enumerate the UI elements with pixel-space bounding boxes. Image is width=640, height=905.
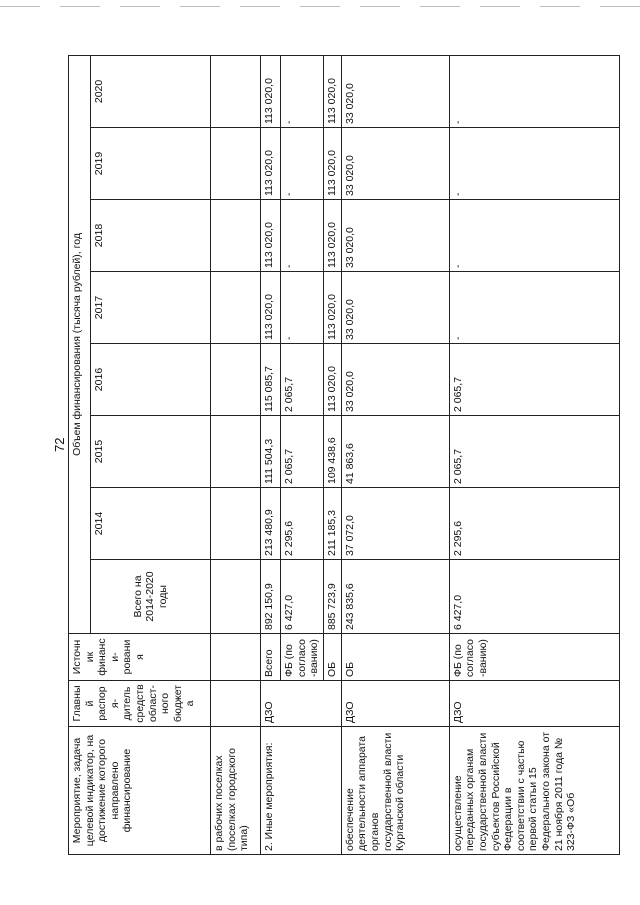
cell-value: 33 020,0 [341, 272, 449, 344]
header-year: 2016 [91, 344, 211, 416]
cell-value: 33 020,0 [341, 55, 449, 127]
cell-value: 113 020,0 [323, 55, 341, 127]
header-year: 2019 [91, 128, 211, 200]
cell-source: ФБ (по согласо-ванию) [281, 634, 324, 681]
cell-value: 41 863,6 [341, 416, 449, 488]
page-number: 72 [52, 437, 67, 452]
cell-value [211, 55, 261, 127]
cell-value: 113 020,0 [261, 128, 281, 200]
header-year: 2017 [91, 272, 211, 344]
header-year: 2014 [91, 488, 211, 560]
cell-value: 211 185,3 [323, 488, 341, 560]
cell-source: Всего [261, 634, 281, 681]
cell-value: 115 085,7 [261, 344, 281, 416]
cell-manager: ДЗО [261, 681, 342, 727]
cell-value [211, 488, 261, 560]
cell-measure: обеспечение деятельности аппарата органов государственной власти Курганской области [341, 727, 449, 855]
cell-source: ОБ [323, 634, 341, 681]
cell-manager: ДЗО [341, 681, 449, 727]
table-row [211, 55, 261, 854]
cell-value: 37 072,0 [341, 488, 449, 560]
cell-measure: осуществление переданных органам государственной власти субъектов Российской Федерации в соответствии с частью первой статьи 15 Федерального закона от 21 ноября 2011 года № 323-ФЗ «Об [449, 727, 619, 855]
cell-value: 2 065,7 [449, 344, 619, 416]
page-number-wrap [52, 437, 67, 467]
cell-source [211, 634, 261, 681]
cell-value: - [281, 55, 324, 127]
table-row [261, 55, 281, 854]
cell-value: 33 020,0 [341, 128, 449, 200]
cell-value: 113 020,0 [261, 200, 281, 272]
cell-value: 33 020,0 [341, 200, 449, 272]
cell-value: 113 020,0 [323, 272, 341, 344]
cell-value [211, 416, 261, 488]
scan-top-line [0, 6, 640, 7]
cell-value: 2 065,7 [449, 416, 619, 488]
cell-value: - [281, 128, 324, 200]
cell-total [211, 560, 261, 634]
cell-value: - [449, 200, 619, 272]
cell-value: 2 065,7 [281, 416, 324, 488]
cell-measure: 2. Иные мероприятия: [261, 727, 342, 855]
cell-value [211, 272, 261, 344]
cell-source: ФБ (по согласо-ванию) [449, 634, 619, 681]
cell-value: 33 020,0 [341, 344, 449, 416]
cell-value: 2 295,6 [449, 488, 619, 560]
header-year: 2015 [91, 416, 211, 488]
cell-value [211, 344, 261, 416]
header-manager: Главный распоря-дитель средств област-ного бюджета [69, 681, 211, 727]
cell-total: 6 427,0 [449, 560, 619, 634]
cell-measure: в рабочих поселках (поселках городского типа) [211, 727, 261, 855]
cell-value [211, 200, 261, 272]
cell-value: 213 480,9 [261, 488, 281, 560]
cell-manager [211, 681, 261, 727]
header-total: Всего на 2014-2020 годы [91, 560, 211, 634]
cell-value: 2 295,6 [281, 488, 324, 560]
cell-manager: ДЗО [449, 681, 619, 727]
header-year: 2018 [91, 200, 211, 272]
cell-value: 113 020,0 [323, 128, 341, 200]
cell-total: 892 150,9 [261, 560, 281, 634]
cell-value: 111 504,3 [261, 416, 281, 488]
cell-total: 243 835,6 [341, 560, 449, 634]
header-measure: Мероприятие, задача целевой индикатор, на достижение которого направлено финансирование [69, 727, 211, 855]
cell-total: 6 427,0 [281, 560, 324, 634]
header-year: 2020 [91, 55, 211, 127]
cell-value [211, 128, 261, 200]
cell-value: - [449, 55, 619, 127]
financing-table [68, 55, 620, 855]
table-row [449, 55, 619, 854]
cell-value: - [449, 272, 619, 344]
cell-value: 109 438,6 [323, 416, 341, 488]
cell-value: 113 020,0 [261, 272, 281, 344]
cell-value: - [281, 200, 324, 272]
table-row [341, 55, 449, 854]
cell-value: 113 020,0 [261, 55, 281, 127]
cell-value: 113 020,0 [323, 200, 341, 272]
cell-total: 885 723,9 [323, 560, 341, 634]
rotated-table-container [68, 55, 633, 855]
cell-value: - [449, 128, 619, 200]
header-source: Источник финанси-рования [69, 634, 211, 681]
cell-value: 113 020,0 [323, 344, 341, 416]
cell-source: ОБ [341, 634, 449, 681]
cell-value: - [281, 272, 324, 344]
cell-value: 2 065,7 [281, 344, 324, 416]
header-volume: Объем финансирования (тысяча рублей), год [69, 55, 91, 633]
